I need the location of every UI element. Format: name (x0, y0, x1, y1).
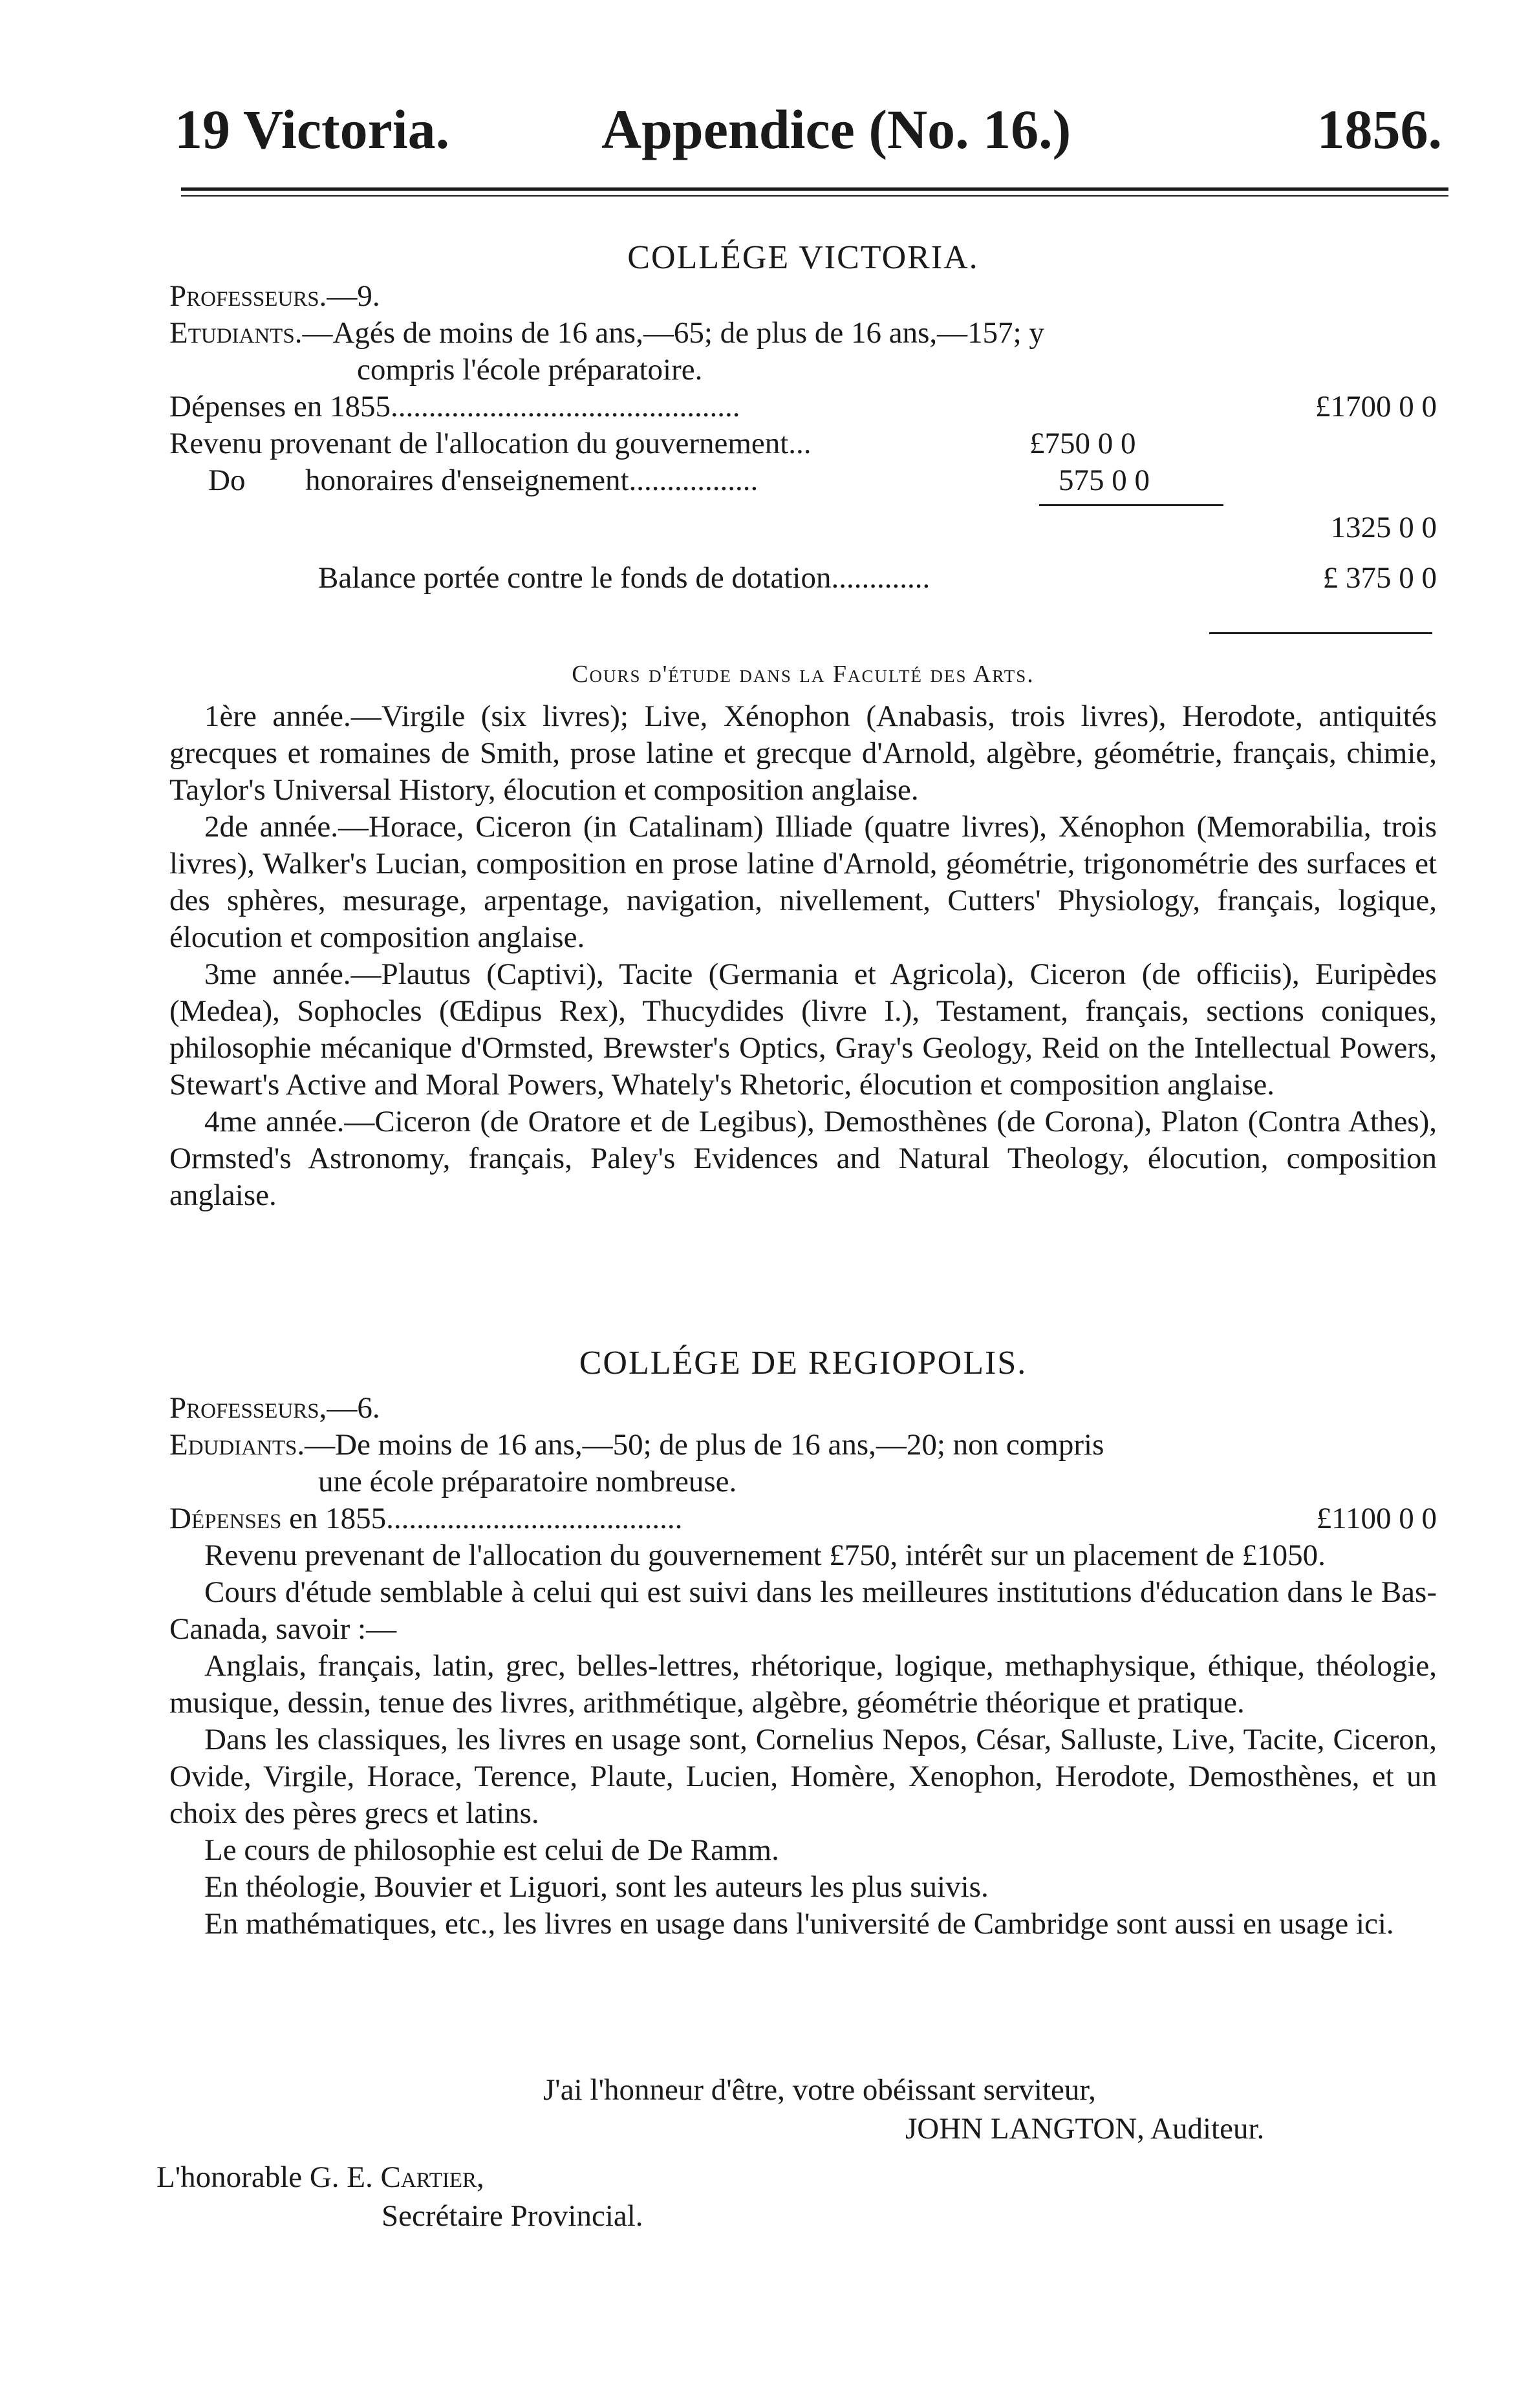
regiopolis-professeurs (169, 1390, 1437, 1427)
revenu-label: Revenu provenant de l'allocation du gouvernement... (169, 427, 812, 460)
depenses-amount: £1700 0 0 (1315, 390, 1437, 423)
regiopolis-title: COLLÉGE DE REGIOPOLIS. (579, 1345, 1027, 1381)
balance-row (169, 560, 1437, 597)
annee-1: 1ère année.—Virgile (six livres); Live, Xénophon (Anabasis, trois livres), Herodote, antiquités grecques et romaines de Smith, prose latine et grecque d'Arnold, algèbre, géométrie, français, chimie, Taylor's Universal History, élocution et composition anglaise. (169, 699, 1437, 807)
victoria-title: COLLÉGE VICTORIA. (627, 239, 979, 276)
header-rule-thin (181, 195, 1448, 197)
etudiants-cont: compris l'école préparatoire. (357, 353, 703, 387)
victoria-cours (169, 698, 1437, 1214)
regiopolis-revenu: Revenu prevenant de l'allocation du gouvernement £750, intérêt sur un placement de £1050. (204, 1539, 1326, 1572)
regiopolis-body (169, 1390, 1437, 1943)
signature: JOHN LANGTON, Auditeur. (905, 2112, 1265, 2146)
victoria-etudiants (169, 315, 1437, 352)
header-center: Appendice (No. 16.) (601, 98, 1071, 160)
regiopolis-depenses-amount: £1100 0 0 (1316, 1502, 1437, 1535)
header-left: 19 Victoria. (175, 98, 450, 160)
regiopolis-cours: Cours d'étude semblable à celui qui est suivi dans les meilleures institutions d'éducation dans le Bas-Canada, savoir :— (169, 1575, 1437, 1646)
do-row (169, 462, 1437, 499)
etudiants-text: —Agés de moins de 16 ans,—65; de plus de 16 ans,—157; y (302, 316, 1044, 350)
regiopolis-depenses-dots: en 1855....................................... (281, 1502, 683, 1535)
regiopolis-etudiants (169, 1427, 1437, 1464)
etudiants-label: Etudiants. (169, 316, 303, 350)
victoria-professeurs (169, 278, 1437, 315)
regiopolis-classiques: Dans les classiques, les livres en usage sont, Cornelius Nepos, César, Salluste, Live, Tacite, Ciceron, Ovide, Virgile, Horace, Terence, Plaute, Lucien, Homère, Xenophon, Herodote, Demosthènes, et un choix des pères grecs et latins. (169, 1723, 1437, 1830)
total-amount: 1325 0 0 (1330, 511, 1437, 544)
salutation: J'ai l'honneur d'être, votre obéissant serviteur, (543, 2073, 1096, 2107)
regiopolis-depenses-label (169, 1500, 682, 1537)
balance-amount: £ 375 0 0 (1322, 561, 1437, 595)
regiopolis-mathematiques: En mathématiques, etc., les livres en usage dans l'université de Cambridge sont aussi en usage ici. (204, 1907, 1394, 1941)
annee-2: 2de année.—Horace, Ciceron (in Catalinam) Illiade (quatre livres), Xénophon (Memorabilia, trois livres), Walker's Lucian, composition en prose latine d'Arnold, géométrie, trigonométrie des surfaces et des sphères, mesurage, arpentage, navigation, nivellement, Cutters' Physiology, français, logique, élocution et composition anglaise. (169, 810, 1437, 954)
regiopolis-etudiants-cont: une école préparatoire nombreuse. (318, 1465, 737, 1498)
regiopolis-professeurs-value: —6. (327, 1391, 380, 1425)
regiopolis-etudiants-label: Edudiants. (169, 1428, 305, 1462)
running-header (175, 97, 1442, 175)
addressee-name: Cartier, (380, 2160, 484, 2194)
regiopolis-matieres: Anglais, français, latin, grec, belles-lettres, rhétorique, logique, methaphysique, éthique, théologie, musique, dessin, tenue des livres, arithmétique, algèbre, géométrie théorique et pratique. (169, 1649, 1437, 1720)
total-rule (1039, 504, 1223, 506)
addressee (156, 2159, 932, 2196)
cours-title: Cours d'étude dans la Faculté des Arts. (572, 661, 1035, 688)
annee-4: 4me année.—Ciceron (de Oratore et de Legibus), Demosthènes (de Corona), Platon (Contra Athes), Ormsted's Astronomy, français, Paley's Evidences and Natural Theology, élocution, composition anglaise. (169, 1105, 1437, 1212)
regiopolis-depenses-row (169, 1500, 1437, 1537)
regiopolis-philosophie: Le cours de philosophie est celui de De Ramm. (204, 1833, 779, 1867)
balance-label: Balance portée contre le fonds de dotation............. (318, 561, 931, 595)
depenses-label (169, 389, 740, 425)
depenses-row (169, 389, 1437, 425)
revenu-row (169, 425, 1437, 462)
annee-3: 3me année.—Plautus (Captivi), Tacite (Germania et Agricola), Ciceron (de officiis), Euripèdes (Medea), Sophocles (Œdipus Rex), Thucydides (livre I.), Testament, français, sections coniques, philosophie mécanique d'Ormsted, Brewster's Optics, Gray's Geology, Reid on the Intellectual Powers, Stewart's Active and Moral Powers, Whately's Rhetoric, élocution et composition anglaise. (169, 957, 1437, 1102)
balance-rule (1209, 632, 1432, 634)
regiopolis-depenses-word: Dépenses (169, 1502, 282, 1535)
professeurs-label: Professeurs. (169, 279, 327, 313)
header-rule-thick (181, 187, 1448, 191)
regiopolis-etudiants-text: —De moins de 16 ans,—50; de plus de 16 ans,—20; non compris (305, 1428, 1104, 1462)
depenses-dots: .............................................. (390, 390, 740, 423)
do-text: honoraires d'enseignement................. (305, 463, 758, 497)
header-right: 1856. (1317, 98, 1442, 160)
do-amount: 575 0 0 (1059, 463, 1150, 497)
professeurs-value: —9. (327, 279, 380, 313)
total-row (169, 499, 1437, 544)
addressee-title: Secrétaire Provincial. (382, 2199, 643, 2233)
victoria-stats (169, 278, 1437, 597)
regiopolis-professeurs-label: Professeurs, (169, 1391, 327, 1425)
addressee-prefix: L'honorable G. E. (156, 2160, 381, 2194)
do-label: Do (208, 463, 246, 497)
regiopolis-theologie: En théologie, Bouvier et Liguori, sont les auteurs les plus suivis. (204, 1870, 989, 1904)
depenses-label-text: Dépenses en 1855 (169, 390, 391, 423)
revenu-amount: £750 0 0 (1029, 427, 1136, 460)
